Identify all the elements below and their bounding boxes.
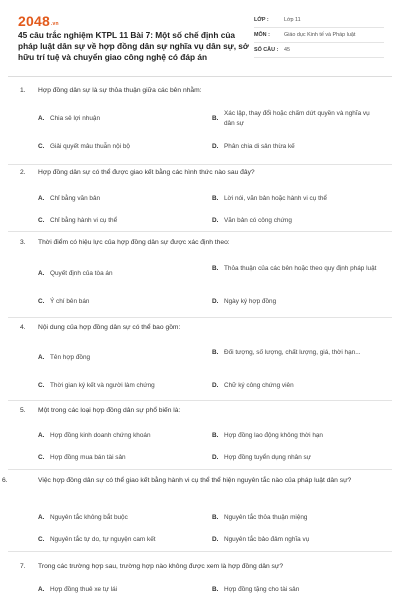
- option-text: Hợp đồng tặng cho tài sản: [224, 586, 300, 593]
- option-letter: B.: [212, 586, 219, 594]
- question-text: [20, 406, 380, 416]
- question-number: 5.: [20, 407, 26, 414]
- option-text: Thỏa thuận của các bên hoặc theo quy định pháp luật: [224, 265, 377, 272]
- meta-key: SỐ CÂU :: [254, 47, 279, 53]
- option-b[interactable]: [212, 264, 382, 274]
- option-c[interactable]: [38, 297, 198, 307]
- option-letter: B.: [212, 115, 219, 122]
- option-text: Chữ ký công chứng viên: [224, 382, 294, 389]
- option-letter: D.: [212, 217, 219, 225]
- option-text: Thời gian ký kết và người làm chứng: [50, 382, 155, 389]
- option-text: Nguyên tắc bảo đảm nghĩa vụ: [224, 536, 310, 543]
- option-b[interactable]: [212, 109, 382, 128]
- option-text: Phân chia di sản thừa kế: [224, 143, 295, 150]
- question-number: 6.: [2, 477, 8, 484]
- option-c[interactable]: [38, 453, 208, 463]
- option-d[interactable]: [212, 535, 382, 545]
- option-text: Giải quyết mâu thuẫn nội bộ: [50, 143, 130, 150]
- question-body: Việc hợp đồng dân sự có thể giao kết bằng hành vi cụ thể thể hiện nguyên tắc nào của pháp luật dân sự?: [38, 477, 352, 484]
- option-letter: B.: [212, 514, 219, 522]
- question-number: 4.: [20, 324, 26, 331]
- option-c[interactable]: [38, 535, 208, 545]
- header-divider: [8, 76, 392, 77]
- logo-main: 2048: [18, 13, 50, 29]
- option-letter: D.: [212, 143, 219, 151]
- option-text: Hợp đồng thuê xe tự lái: [50, 586, 118, 593]
- option-text: Đối tượng, số lượng, chất lượng, giá, thời hạn...: [224, 349, 361, 356]
- page-header: [0, 0, 400, 74]
- option-letter: A.: [38, 514, 45, 522]
- meta-row-count: [254, 43, 384, 58]
- option-text: Nguyên tắc thỏa thuận miệng: [224, 514, 308, 521]
- option-text: Hợp đồng tuyển dụng nhân sự: [224, 454, 311, 461]
- option-c[interactable]: [38, 216, 198, 226]
- option-d[interactable]: [212, 381, 382, 391]
- option-text: Ngày ký hợp đồng: [224, 298, 277, 305]
- meta-value: Giáo dục Kinh tế và Pháp luật: [284, 32, 356, 38]
- option-text: Lời nói, văn bản hoặc hành vi cụ thể: [224, 195, 327, 202]
- option-letter: A.: [38, 354, 45, 362]
- meta-value: 45: [284, 47, 290, 53]
- option-letter: A.: [38, 432, 45, 440]
- option-text: Ý chí bên bán: [50, 298, 90, 305]
- question-divider: [8, 400, 392, 401]
- question-divider: [8, 317, 392, 318]
- option-letter: C.: [38, 454, 45, 462]
- option-d[interactable]: [212, 216, 382, 226]
- question-number: 2.: [20, 169, 26, 176]
- option-text: Nguyên tắc tự do, tự nguyện cam kết: [50, 536, 156, 543]
- option-b[interactable]: [212, 585, 382, 595]
- option-text: Xác lập, thay đổi hoặc chấm dứt quyền và nghĩa vụ dân sự: [224, 110, 370, 127]
- meta-row-subject: [254, 28, 384, 43]
- option-letter: B.: [212, 265, 219, 273]
- option-letter: B.: [212, 195, 219, 203]
- option-a[interactable]: [38, 269, 198, 279]
- option-d[interactable]: [212, 297, 382, 307]
- option-a[interactable]: [38, 513, 208, 523]
- question-divider: [8, 231, 392, 232]
- question-body: Nội dung của hợp đồng dân sự có thể bao gồm:: [38, 324, 181, 331]
- option-letter: D.: [212, 536, 219, 544]
- meta-key: LỚP :: [254, 17, 269, 23]
- option-text: Tên hợp đồng: [50, 354, 91, 361]
- page-title: 45 câu trắc nghiệm KTPL 11 Bài 7: Một số chế định của pháp luật dân sự về hợp đồng dân sự nghĩa vụ dân sự, sở hữu trí tuệ và chuyển giao công nghệ có đáp án: [18, 30, 249, 62]
- question-number: 1.: [20, 87, 26, 94]
- option-a[interactable]: [38, 431, 208, 441]
- option-letter: A.: [38, 586, 45, 594]
- question-text: [20, 562, 380, 572]
- question-number: 3.: [20, 239, 26, 246]
- question-text: [20, 86, 380, 96]
- option-letter: B.: [212, 432, 219, 440]
- option-letter: B.: [212, 349, 219, 357]
- option-a[interactable]: [38, 114, 198, 124]
- option-b[interactable]: [212, 348, 382, 358]
- question-divider: [8, 551, 392, 552]
- question-body: Thời điểm có hiệu lực của hợp đồng dân sự được xác định theo:: [38, 239, 230, 246]
- question-text: [20, 323, 380, 333]
- meta-row-grade: [254, 13, 384, 28]
- site-logo[interactable]: [18, 13, 59, 29]
- option-letter: C.: [38, 382, 45, 390]
- option-text: Hợp đồng kinh doanh chứng khoán: [50, 432, 151, 439]
- option-c[interactable]: [38, 381, 208, 391]
- option-b[interactable]: [212, 513, 382, 523]
- question-text: [2, 476, 380, 486]
- option-d[interactable]: [212, 142, 382, 152]
- option-letter: C.: [38, 217, 45, 225]
- option-text: Nguyên tắc không bắt buộc: [50, 514, 128, 521]
- meta-value: Lớp 11: [284, 17, 301, 23]
- option-text: Quyết định của tòa án: [50, 270, 113, 277]
- option-text: Hợp đồng lao động không thời hạn: [224, 432, 323, 439]
- question-number: 7.: [20, 563, 26, 570]
- question-divider: [8, 469, 392, 470]
- question-body: Hợp đồng dân sự có thể được giao kết bằng các hình thức nào sau đây?: [38, 169, 255, 176]
- option-letter: A.: [38, 270, 45, 278]
- option-text: Hợp đồng mua bán tài sản: [50, 454, 126, 461]
- question-text: [20, 238, 380, 248]
- option-a[interactable]: [38, 585, 208, 595]
- option-text: Chỉ bằng văn bản: [50, 195, 101, 202]
- question-text: [20, 168, 380, 178]
- question-body: Hợp đồng dân sự là sự thỏa thuận giữa các bên nhằm:: [38, 87, 202, 94]
- option-c[interactable]: [38, 142, 198, 152]
- option-letter: A.: [38, 115, 45, 123]
- option-letter: D.: [212, 382, 219, 390]
- option-a[interactable]: [38, 194, 198, 204]
- option-text: Văn bản có công chứng: [224, 217, 292, 224]
- option-a[interactable]: [38, 353, 198, 363]
- option-letter: D.: [212, 454, 219, 462]
- meta-info: [254, 13, 384, 58]
- option-text: Chỉ bằng hành vi cụ thể: [50, 217, 118, 224]
- meta-key: MÔN :: [254, 32, 270, 38]
- option-b[interactable]: [212, 194, 382, 204]
- option-b[interactable]: [212, 431, 382, 441]
- option-letter: C.: [38, 143, 45, 151]
- question-body: Trong các trường hợp sau, trường hợp nào không được xem là hợp đồng dân sự?: [38, 563, 284, 570]
- question-divider: [8, 164, 392, 165]
- question-body: Một trong các loại hợp đồng dân sự phổ biến là:: [38, 407, 181, 414]
- option-letter: A.: [38, 195, 45, 203]
- option-d[interactable]: [212, 453, 382, 463]
- option-letter: C.: [38, 298, 45, 306]
- option-letter: C.: [38, 536, 45, 544]
- logo-sub: .vn: [50, 21, 59, 27]
- option-text: Chia sẻ lợi nhuận: [50, 115, 101, 122]
- option-letter: D.: [212, 298, 219, 306]
